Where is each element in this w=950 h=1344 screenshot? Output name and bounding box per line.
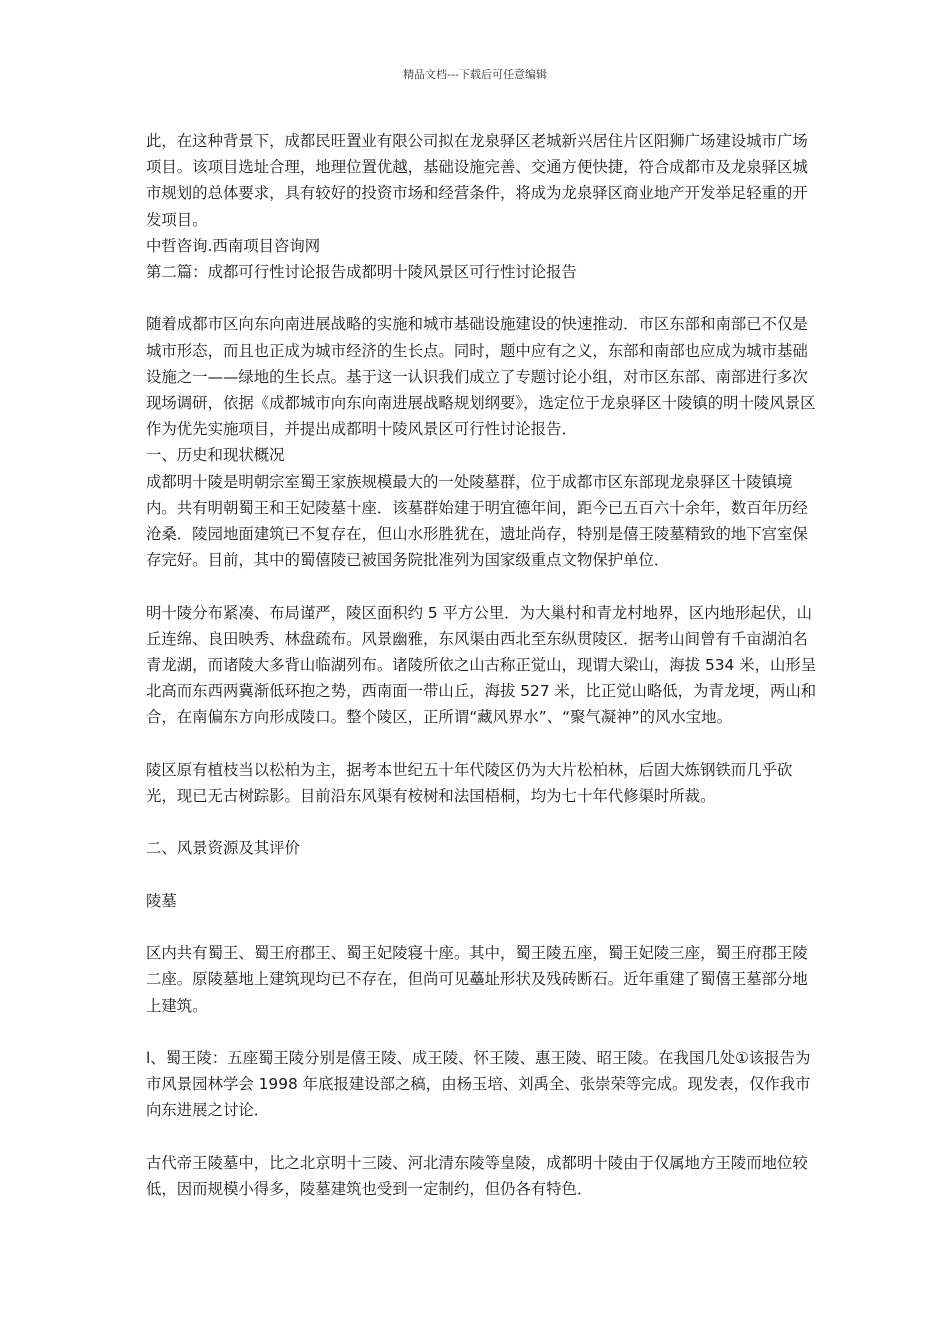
paragraph-gap <box>146 1124 818 1150</box>
paragraph: 陵区原有植枝当以松柏为主，据考本世纪五十年代陵区仍为大片松柏林，后固大炼钢铁而几乎砍光，现已无古树踪影。目前沿东风渠有桉树和法国梧桐，均为七十年代修渠时所裁。 <box>146 760 793 806</box>
paragraph-gap <box>146 862 818 888</box>
paragraph-gap <box>146 914 818 940</box>
paragraph: 中哲咨询.西南项目咨询网 <box>146 236 321 255</box>
paragraph: 明十陵分布紧凑、布局谨严，陵区面积约 5 平方公里．为大巢村和青龙村地界，区内地形起伏，山丘连绵、良田映秀、林盘疏布。风景幽雅，东风渠由西北至东纵贯陵区．据考山间曾有千亩湖泊名青龙湖，而诸陵大多背山临湖列布。诸陵所依之山古称正觉山，现谓大梁山，海拔 534 米，山形呈北高而东西两冀渐低环抱之势，西南面一带山丘，海拔 527 米，比正觉山略低，为青龙埂，两山和合，在南偏东方向形成陵口。整个陵区，正所谓“藏风界水”、“聚气凝神”的风水宝地。 <box>146 603 817 727</box>
paragraph-gap <box>146 285 818 311</box>
paragraph-gap <box>146 573 818 599</box>
paragraph: 二、风景资源及其评价 <box>146 839 300 858</box>
paragraph: 成都明十陵是明朝宗室蜀王家族规模最大的一处陵墓群，位于成都市区东部现龙泉驿区十陵镇境内。共有明朝蜀王和王妃陵墓十座．该墓群始建于明宜德年间，距今已五百六十余年，数百年历经沧桑．陵园地面建筑已不复存在，但山水形胜犹在，遗址尚存，特别是僖王陵墓精致的地下宫室保存完好。目前，其中的蜀僖陵已被国务院批准列为国家级重点文物保护单位． <box>146 472 808 570</box>
page-header: 精品文档---下载后可任意编辑 <box>403 68 547 81</box>
paragraph: 一、历史和现状概况 <box>146 446 285 465</box>
document-body <box>146 128 818 1202</box>
paragraph-gap <box>146 809 818 835</box>
paragraph: 古代帝王陵墓中，比之北京明十三陵、河北清东陵等皇陵，成都明十陵由于仅属地方王陵而地位较低，因而规模小得多，陵墓建筑也受到一定制约，但仍各有特色． <box>146 1153 808 1198</box>
paragraph: 陵墓 <box>146 891 177 910</box>
paragraph-gap <box>146 1019 818 1045</box>
paragraph: l、蜀王陵：五座蜀王陵分别是僖王陵、成王陵、怀王陵、惠王陵、昭王陵。在我国几处①该报告为市风景园林学会 1998 年底报建设部之稿，由杨玉培、刘禹全、张崇荣等完成。现发表，仅作我市向东进展之讨论． <box>146 1049 811 1120</box>
paragraph: 第二篇：成都可行性讨论报告成都明十陵风景区可行性讨论报告 <box>146 263 577 282</box>
paragraph-gap <box>146 731 818 757</box>
paragraph: 此，在这种背景下，成都民旺置业有限公司拟在龙泉驿区老城新兴居住片区阳狮广场建设城市广场项目。该项目选址合理，地理位置优越，基础设施完善、交通方便快捷，符合成都市及龙泉驿区城市规划的总体要求，具有较好的投资市场和经营条件，将成为龙泉驿区商业地产开发举足轻重的开发项目。 <box>146 132 808 229</box>
paragraph: 区内共有蜀王、蜀王府郡王、蜀王妃陵寝十座。其中，蜀王陵五座，蜀王妃陵三座，蜀王府郡王陵二座。原陵墓地上建筑现均已不存在，但尚可见蘲址形状及残砖断石。近年重建了蜀僖王墓部分地上建筑。 <box>146 944 808 1015</box>
paragraph: 随着成都市区向东向南进展战略的实施和城市基础设施建设的快速推动．市区东部和南部已不仅是城市形态，而且也正成为城市经济的生长点。同时，题中应有之义，东部和南部也应成为城市基础设施之一——绿地的生长点。基于这一认识我们成立了专题讨论小组，对市区东部、南部进行多次现场调研，依据《成都城市向东向南进展战略规划纲要》，选定位于龙泉驿区十陵镇的明十陵风景区作为优先实施项目，并提出成都明十陵风景区可行性讨论报告． <box>146 315 816 439</box>
